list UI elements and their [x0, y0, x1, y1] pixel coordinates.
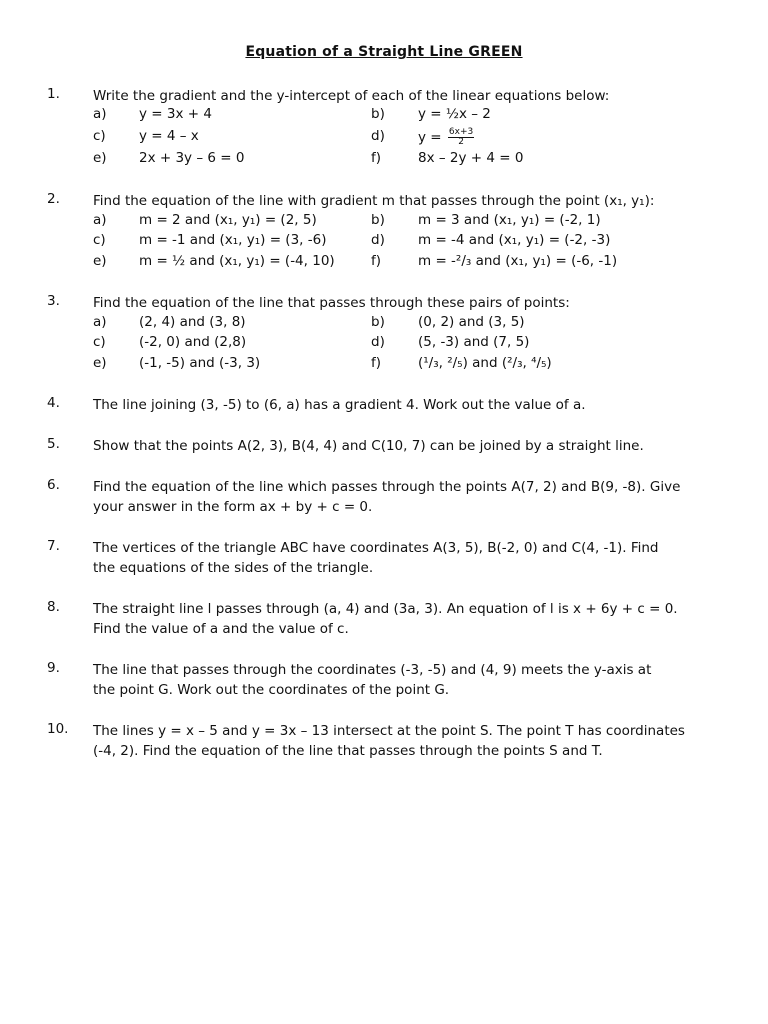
part-label: f) — [371, 253, 382, 269]
part-label: b) — [371, 212, 385, 228]
question-number: 3. — [47, 293, 60, 309]
question-line: Find the value of a and the value of c. — [93, 621, 349, 637]
question-number: 7. — [47, 538, 60, 554]
part-label: e) — [93, 253, 107, 269]
part-item: (5, -3) and (7, 5) — [418, 334, 530, 350]
question-line: The lines y = x – 5 and y = 3x – 13 intersect at the point S. The point T has coordinates — [93, 723, 685, 739]
question-line: (-4, 2). Find the equation of the line that passes through the points S and T. — [93, 743, 603, 759]
fraction-numerator: 6x+3 — [448, 127, 474, 137]
fraction-expression — [418, 128, 474, 147]
part-item: 8x – 2y + 4 = 0 — [418, 150, 524, 166]
question-number: 2. — [47, 191, 60, 207]
part-label: c) — [93, 334, 106, 350]
part-row — [93, 212, 713, 232]
part-label: f) — [371, 150, 382, 166]
question-line: the point G. Work out the coordinates of the point G. — [93, 682, 450, 698]
part-item: 2x + 3y – 6 = 0 — [139, 150, 245, 166]
question-line: The line joining (3, -5) to (6, a) has a gradient 4. Work out the value of a. — [93, 397, 586, 413]
part-item: m = 3 and (x₁, y₁) = (-2, 1) — [418, 212, 601, 228]
part-item: (¹/₃, ²/₅) and (²/₃, ⁴/₅) — [418, 355, 552, 371]
part-label: a) — [93, 212, 107, 228]
part-item: m = 2 and (x₁, y₁) = (2, 5) — [139, 212, 317, 228]
part-row — [93, 314, 713, 334]
part-row — [93, 150, 713, 170]
question-line: The straight line l passes through (a, 4) and (3a, 3). An equation of l is x + 6y + c = 0. — [93, 601, 678, 617]
question-line: Show that the points A(2, 3), B(4, 4) and C(10, 7) can be joined by a straight line. — [93, 438, 644, 454]
part-label: d) — [371, 128, 385, 144]
part-row — [93, 232, 713, 252]
part-label: e) — [93, 355, 107, 371]
part-row — [93, 128, 713, 148]
question-number: 9. — [47, 660, 60, 676]
question-number: 8. — [47, 599, 60, 615]
question-number: 1. — [47, 86, 60, 102]
part-row — [93, 355, 713, 375]
part-label: a) — [93, 106, 107, 122]
part-item: m = -1 and (x₁, y₁) = (3, -6) — [139, 232, 327, 248]
question-line: The vertices of the triangle ABC have coordinates A(3, 5), B(-2, 0) and C(4, -1). Find — [93, 540, 659, 556]
question-number: 6. — [47, 477, 60, 493]
part-label: d) — [371, 232, 385, 248]
question-text — [93, 721, 733, 761]
question-text — [93, 395, 733, 415]
question-text — [93, 477, 733, 517]
question-text: Find the equation of the line with gradient m that passes through the point (x₁, y₁): — [93, 193, 655, 209]
part-item: m = ½ and (x₁, y₁) = (-4, 10) — [139, 253, 335, 269]
question-text — [93, 599, 733, 639]
question-number: 10. — [47, 721, 69, 737]
part-label: f) — [371, 355, 382, 371]
part-row — [93, 106, 713, 126]
part-item: m = -4 and (x₁, y₁) = (-2, -3) — [418, 232, 611, 248]
part-label: b) — [371, 314, 385, 330]
part-item: (-1, -5) and (-3, 3) — [139, 355, 261, 371]
part-label: a) — [93, 314, 107, 330]
question-text: Write the gradient and the y-intercept of each of the linear equations below: — [93, 88, 610, 104]
part-item: y = 3x + 4 — [139, 106, 212, 122]
fraction-denominator: 2 — [458, 137, 464, 147]
question-text — [93, 538, 733, 578]
question-number: 5. — [47, 436, 60, 452]
question-text: Find the equation of the line that passes through these pairs of points: — [93, 295, 570, 311]
part-label: b) — [371, 106, 385, 122]
question-text — [93, 436, 733, 456]
page-title: Equation of a Straight Line GREEN — [245, 44, 523, 60]
question-number: 4. — [47, 395, 60, 411]
part-label: d) — [371, 334, 385, 350]
fraction-prefix: y = — [418, 129, 442, 146]
part-label: c) — [93, 232, 106, 248]
part-item: m = -²/₃ and (x₁, y₁) = (-6, -1) — [418, 253, 618, 269]
part-label: e) — [93, 150, 107, 166]
part-label: c) — [93, 128, 106, 144]
part-row — [93, 334, 713, 354]
question-line: The line that passes through the coordinates (-3, -5) and (4, 9) meets the y-axis at — [93, 662, 652, 678]
fraction — [448, 128, 474, 147]
question-line: Find the equation of the line which passes through the points A(7, 2) and B(9, -8). Give — [93, 479, 681, 495]
part-item: y = 4 – x — [139, 128, 199, 144]
question-text — [93, 660, 733, 700]
part-item: (2, 4) and (3, 8) — [139, 314, 246, 330]
part-item: (0, 2) and (3, 5) — [418, 314, 525, 330]
question-line: your answer in the form ax + by + c = 0. — [93, 499, 373, 515]
part-item: (-2, 0) and (2,8) — [139, 334, 247, 350]
part-item: y = ½x – 2 — [418, 106, 491, 122]
question-line: the equations of the sides of the triangle. — [93, 560, 374, 576]
part-row — [93, 253, 713, 273]
